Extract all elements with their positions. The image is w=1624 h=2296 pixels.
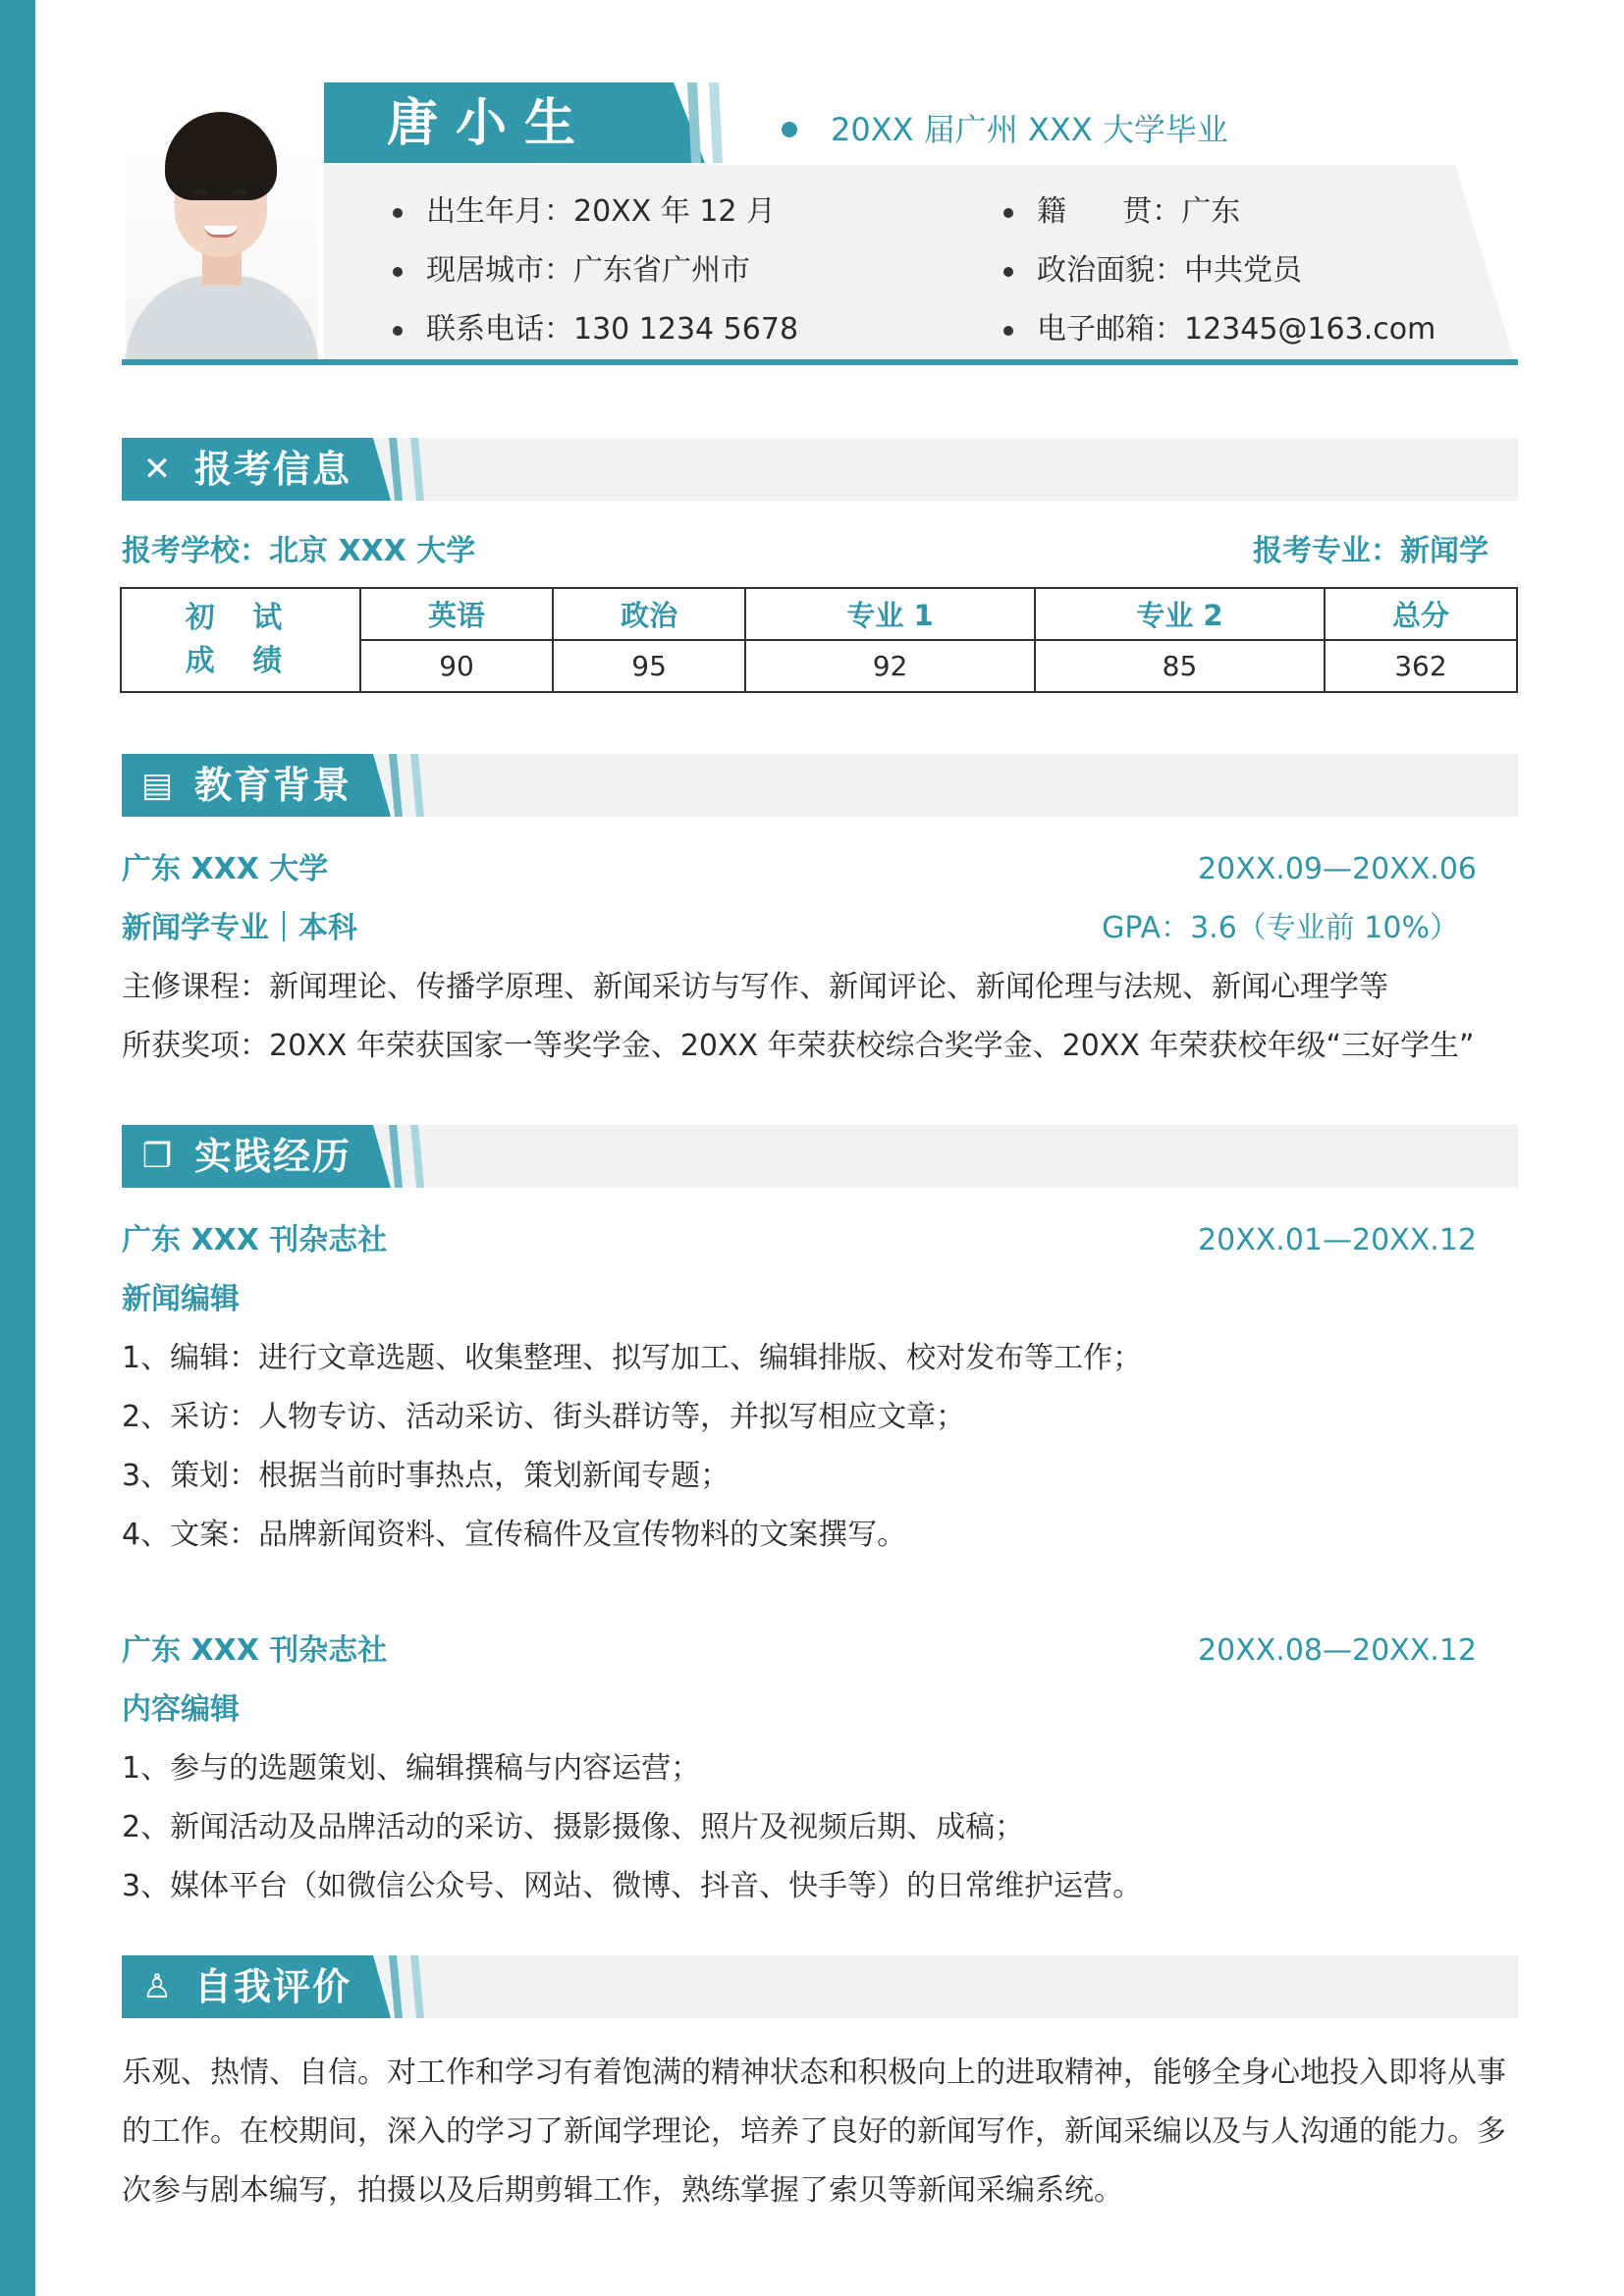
- political-status: 政治面貌：中共党员: [1037, 249, 1302, 293]
- job-duty: 2、采访：人物专访、活动采访、街头群访等，并拟写相应文章；: [122, 1400, 966, 1434]
- section-header-self: [122, 1955, 1518, 2018]
- edu-gpa: GPA：3.6（专业前 10%）: [1102, 911, 1459, 945]
- phone-number: 联系电话：130 1234 5678: [426, 308, 798, 351]
- section-title: 实践经历: [194, 1135, 352, 1178]
- job-role: 内容编辑: [122, 1692, 240, 1727]
- section-header-exam: [122, 438, 1518, 501]
- score-header: 总分: [1325, 588, 1517, 640]
- self-evaluation-text: 乐观、热情、自信。对工作和学习有着饱满的精神状态和积极向上的进取精神，能够全身心地投入即将从事的工作。在校期间，深入的学习了新闻学理论，培养了良好的新闻写作，新闻采编以及与人沟通的能力。多次参与剧本编写，拍摄以及后期剪辑工作，熟练掌握了索贝等新闻采编系统。: [122, 2056, 1506, 2208]
- job-period: 20XX.01—20XX.12: [1198, 1223, 1477, 1257]
- score-header: 专业 1: [745, 588, 1035, 640]
- job-role: 新闻编辑: [122, 1282, 240, 1316]
- edu-period: 20XX.09—20XX.06: [1198, 852, 1477, 886]
- job-duty: 2、新闻活动及品牌活动的采访、摄影摄像、照片及视频后期、成稿；: [122, 1810, 1025, 1844]
- edu-major: 新闻学专业｜本科: [122, 911, 357, 945]
- job-period: 20XX.08—20XX.12: [1198, 1633, 1477, 1668]
- person-icon: ♙: [141, 1967, 173, 2006]
- email-address: 电子邮箱：12345@163.com: [1037, 308, 1435, 351]
- pencil-ruler-icon: ✕: [142, 450, 172, 489]
- edu-courses: 主修课程：新闻理论、传播学原理、新闻采访与写作、新闻评论、新闻伦理与法规、新闻心理学等: [122, 970, 1388, 1004]
- score-value: 362: [1325, 640, 1517, 692]
- score-header: 专业 2: [1035, 588, 1325, 640]
- left-accent-stripe: [0, 0, 35, 2296]
- header-rule: [122, 359, 1518, 365]
- score-table: [120, 587, 1518, 693]
- edu-awards: 所获奖项：20XX 年荣获国家一等奖学金、20XX 年荣获校综合奖学金、20XX 年荣获校年级“三好学生”: [122, 1029, 1475, 1063]
- section-header-education: [122, 754, 1518, 817]
- job-org: 广东 XXX 刊杂志社: [122, 1633, 388, 1668]
- section-title: 自我评价: [194, 1965, 352, 2008]
- section-title: 教育背景: [194, 764, 352, 807]
- bullet-dot: [782, 122, 797, 137]
- birth-date: 出生年月：20XX 年 12 月: [426, 190, 776, 234]
- graduation-info: 20XX 届广州 XXX 大学毕业: [831, 111, 1228, 148]
- section-title: 报考信息: [194, 448, 352, 491]
- score-value: 92: [745, 640, 1035, 692]
- target-major: 报考专业：新闻学: [1253, 534, 1489, 568]
- profile-photo: [126, 98, 318, 359]
- current-city: 现居城市：广东省广州市: [426, 249, 750, 293]
- score-header: 政治: [553, 588, 745, 640]
- score-value: 90: [360, 640, 553, 692]
- score-header: 英语: [360, 588, 553, 640]
- windows-icon: ❐: [141, 1137, 173, 1176]
- job-duty: 1、编辑：进行文章选题、收集整理、拟写加工、编辑排版、校对发布等工作；: [122, 1341, 1143, 1375]
- job-duty: 3、媒体平台（如微信公众号、网站、微博、抖音、快手等）的日常维护运营。: [122, 1869, 1143, 1903]
- job-org: 广东 XXX 刊杂志社: [122, 1223, 388, 1257]
- edu-school: 广东 XXX 大学: [122, 852, 329, 886]
- candidate-name: 唐小生: [387, 94, 594, 153]
- job-duty: 3、策划：根据当前时事热点，策划新闻专题；: [122, 1459, 731, 1493]
- score-row-label: 初 试 成 绩: [121, 588, 360, 692]
- score-value: 95: [553, 640, 745, 692]
- section-header-practice: [122, 1125, 1518, 1188]
- job-duty: 1、参与的选题策划、编辑撰稿与内容运营；: [122, 1751, 701, 1786]
- target-school: 报考学校：北京 XXX 大学: [122, 534, 476, 568]
- graduation-cap-icon: ▤: [140, 766, 174, 805]
- job-duty: 4、文案：品牌新闻资料、宣传稿件及宣传物料的文案撰写。: [122, 1518, 907, 1552]
- native-place: 籍 贯：广东: [1037, 190, 1240, 234]
- decor-slash: [709, 82, 723, 163]
- score-value: 85: [1035, 640, 1325, 692]
